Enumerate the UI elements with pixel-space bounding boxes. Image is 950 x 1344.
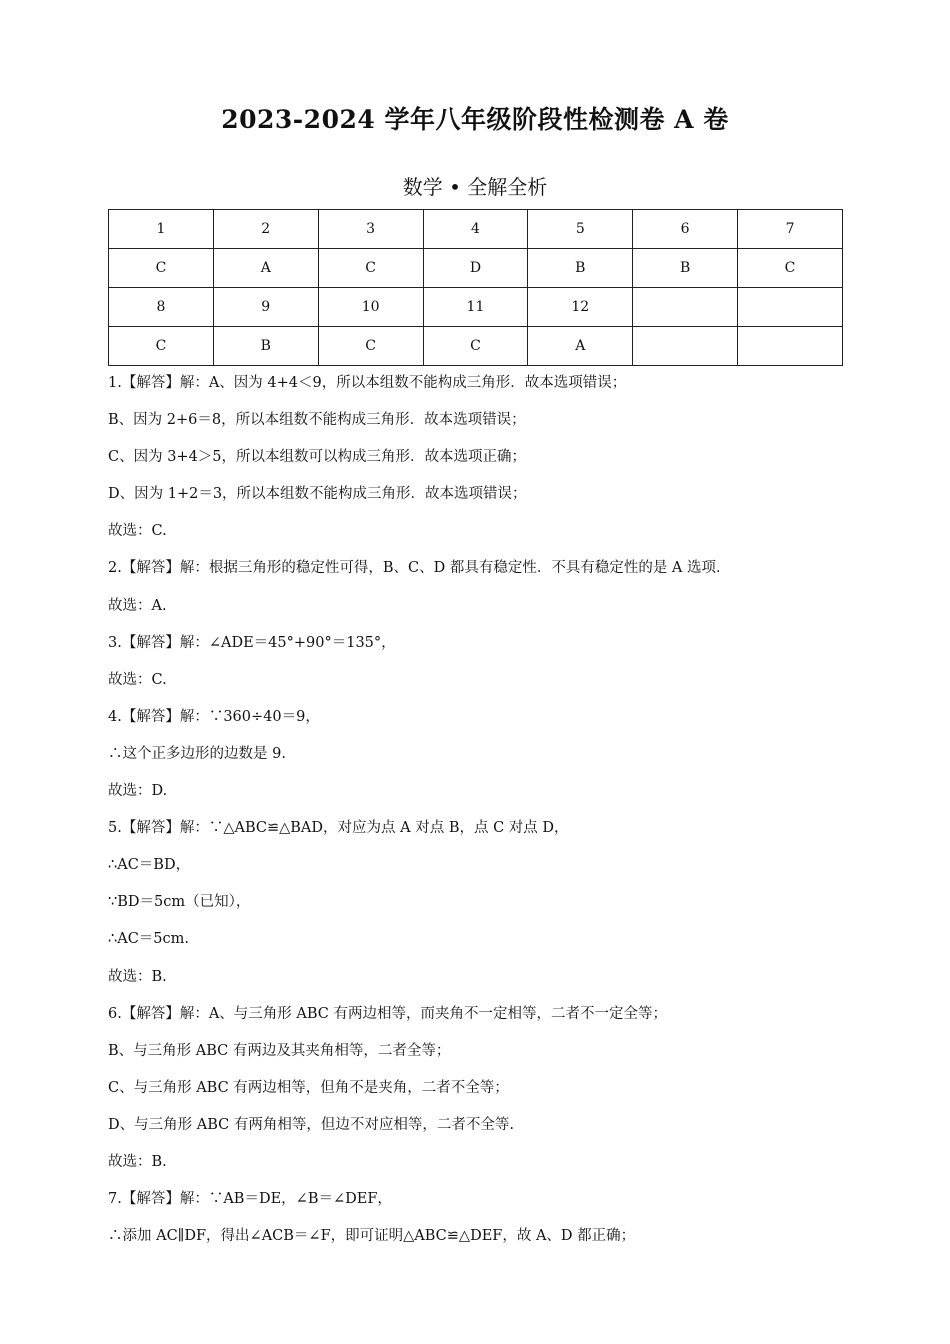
answer-table-cell: 1: [109, 210, 214, 249]
answer-table-row: [109, 327, 843, 366]
answer-table-cell: C: [109, 249, 214, 288]
answer-table-cell: 8: [109, 288, 214, 327]
answer-table-cell: 2: [213, 210, 318, 249]
answer-table-cell: B: [633, 249, 738, 288]
answer-table-row: [109, 288, 843, 327]
solution-line: ∴AC＝BD，: [108, 857, 191, 874]
page-subtitle: 数学 • 全解全析: [402, 175, 548, 199]
answer-table-cell: 4: [423, 210, 528, 249]
solution-line: 故选：C.: [108, 671, 167, 688]
answer-table-cell: C: [738, 249, 843, 288]
answer-table-cell: [738, 327, 843, 366]
solution-line: 故选：C.: [108, 523, 167, 540]
answer-table-row: [109, 249, 843, 288]
answer-table-cell: 11: [423, 288, 528, 327]
answer-table-cell: [633, 288, 738, 327]
answer-table-cell: 3: [318, 210, 423, 249]
answer-table-cell: A: [213, 249, 318, 288]
solution-line: ∴添加 AC∥DF，得出∠ACB＝∠F，即可证明△ABC≌△DEF，故 A、D 都正确；: [108, 1228, 636, 1245]
answer-table-cell: 5: [528, 210, 633, 249]
solution-line: ∵BD＝5cm（已知），: [108, 894, 251, 911]
answer-table-cell: [633, 327, 738, 366]
answer-table-body: [109, 210, 843, 366]
solution-line: 故选：B.: [108, 1153, 167, 1170]
solution-line: C、与三角形 ABC 有两边相等，但角不是夹角，二者不全等；: [108, 1079, 509, 1096]
answer-table-cell: C: [318, 327, 423, 366]
solution-line: 故选：B.: [108, 968, 167, 985]
answer-table-cell: 7: [738, 210, 843, 249]
answer-table-cell: 9: [213, 288, 318, 327]
solution-line: 4.【解答】解：∵360÷40＝9，: [108, 708, 320, 725]
answer-table: [108, 209, 843, 366]
solution-line: ∴AC＝5cm.: [108, 931, 189, 948]
solution-line: B、与三角形 ABC 有两边及其夹角相等，二者全等；: [108, 1042, 451, 1059]
solution-line: 1.【解答】解：A、因为 4+4＜9，所以本组数不能构成三角形．故本选项错误；: [108, 375, 627, 391]
solution-line: D、因为 1+2＝3，所以本组数不能构成三角形．故本选项错误；: [108, 486, 527, 503]
solution-line: 5.【解答】解：∵△ABC≌△BAD，对应为点 A 对点 B，点 C 对点 D，: [108, 820, 569, 837]
answer-table-cell: [738, 288, 843, 327]
solution-line: 3.【解答】解：∠ADE＝45°+90°＝135°，: [108, 634, 396, 651]
answer-table-cell: C: [423, 327, 528, 366]
solution-line: ∴这个正多边形的边数是 9.: [108, 745, 286, 762]
solution-line: 故选：D.: [108, 783, 168, 800]
solution-line: D、与三角形 ABC 有两角相等，但边不对应相等，二者不全等.: [108, 1116, 514, 1133]
solution-text: [108, 368, 848, 1258]
solution-line: 6.【解答】解：A、与三角形 ABC 有两边相等，而夹角不一定相等，二者不一定全等；: [108, 1005, 668, 1022]
answer-table-row: [109, 210, 843, 249]
answer-table-cell: B: [213, 327, 318, 366]
solution-line: 故选：A.: [108, 597, 167, 614]
solution-line: B、因为 2+6＝8，所以本组数不能构成三角形．故本选项错误；: [108, 412, 526, 429]
answer-table-cell: C: [318, 249, 423, 288]
answer-table-cell: D: [423, 249, 528, 288]
answer-table-cell: 6: [633, 210, 738, 249]
answer-table-cell: 10: [318, 288, 423, 327]
solution-line: 2.【解答】解：根据三角形的稳定性可得，B、C、D 都具有稳定性．不具有稳定性的是 A 选项．: [108, 560, 731, 577]
answer-table-cell: B: [528, 249, 633, 288]
answer-table-cell: 12: [528, 288, 633, 327]
page-title: 2023-2024 学年八年级阶段性检测卷 A 卷: [221, 105, 729, 134]
answer-table-cell: C: [109, 327, 214, 366]
solution-line: 7.【解答】解：∵AB＝DE，∠B＝∠DEF，: [108, 1191, 392, 1208]
solution-line: C、因为 3+4＞5，所以本组数可以构成三角形．故本选项正确；: [108, 449, 527, 466]
answer-table-cell: A: [528, 327, 633, 366]
